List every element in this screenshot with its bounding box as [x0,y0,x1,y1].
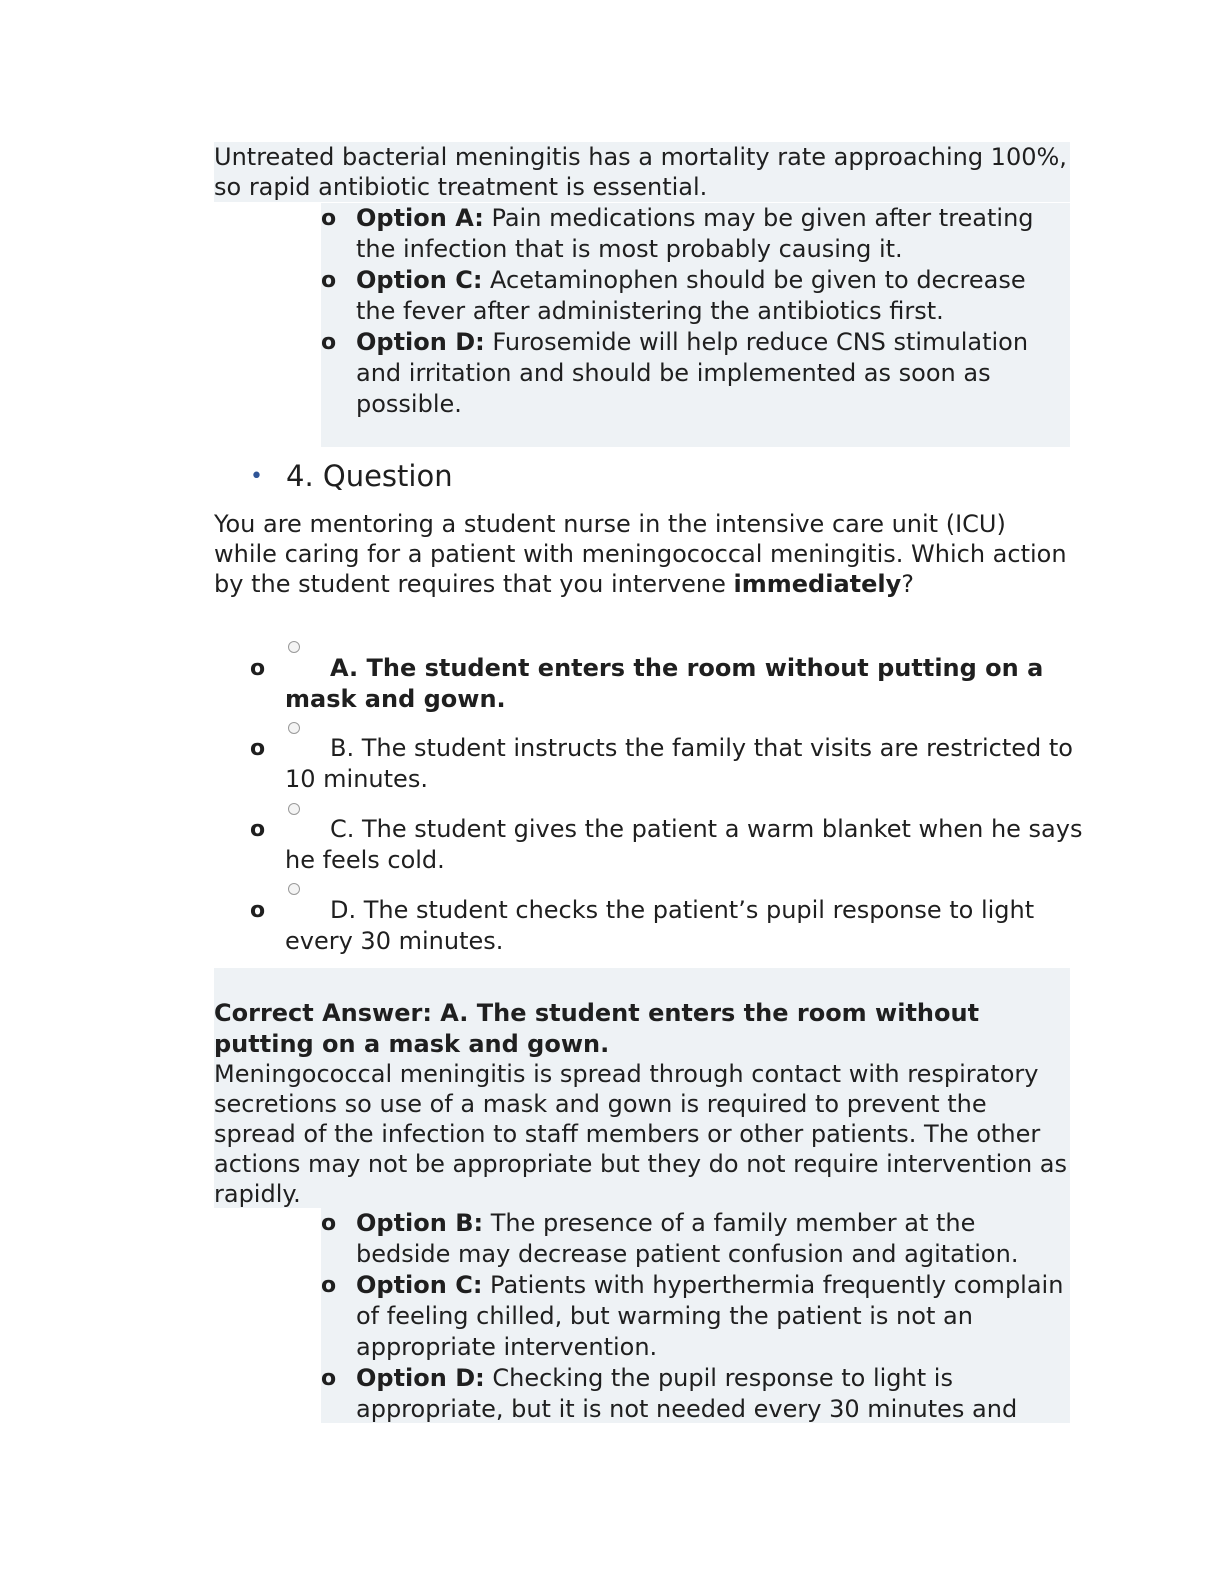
question-text-main: You are mentoring a student nurse in the intensive care unit (ICU) while caring for a patient with meningococcal meningitis. Which action by the student requires that you intervene [214,510,1067,598]
correct-answer-heading: Correct Answer: A. The student enters the room without putting on a mask and gown. [214,999,980,1058]
list-marker: o [321,206,337,231]
question-title: 4. Question [286,459,453,493]
question-emphasis: immediately [733,570,902,598]
correct-option-c [321,1270,1070,1363]
option-text: Patients with hyperthermia frequently complain of feeling chilled, but warming the patient is not an appropriate intervention. [356,1271,1064,1361]
list-marker: o [250,736,266,761]
correct-answer-explanation: Meningococcal meningitis is spread through contact with respiratory secretions so use of a mask and gown is required to prevent the spread of the infection to staff members or other patients. The other actions may not be appropriate but they do not require intervention as rapidly. [214,1060,1068,1208]
previous-options-list [321,203,1070,447]
previous-option-c [321,265,1070,327]
choice-a-text: A. The student enters the room without putting on a mask and gown. [285,654,1044,713]
option-text: Acetaminophen should be given to decrease the fever after administering the antibiotics first. [356,266,1026,325]
correct-option-d [321,1363,1070,1423]
list-marker: o [321,1211,337,1236]
previous-explanation-text: Untreated bacterial meningitis has a mortality rate approaching 100%, so rapid antibiotic treatment is essential. [214,142,1070,202]
bullet-icon: • [250,464,263,489]
correct-options-list [321,1208,1070,1423]
option-label: Option A: [356,204,484,232]
question-text-end: ? [901,570,915,598]
previous-option-a [321,203,1070,265]
choice-b-text: B. The student instructs the family that visits are restricted to 10 minutes. [285,734,1073,793]
previous-option-d [321,327,1070,420]
option-label: Option B: [356,1209,484,1237]
option-label: Option D: [356,1364,485,1392]
question-text [214,509,1074,599]
list-marker: o [250,898,266,923]
radio-button-d[interactable] [288,883,300,895]
choice-c-text: C. The student gives the patient a warm blanket when he says he feels cold. [285,815,1083,874]
list-marker: o [321,330,337,355]
option-text: Checking the pupil response to light is appropriate, but it is not needed every 30 minutes and [356,1364,1018,1423]
question-heading [250,458,453,495]
option-text: The presence of a family member at the bedside may decrease patient confusion and agitation. [356,1209,1019,1268]
option-label: Option C: [356,266,483,294]
list-marker: o [250,656,266,681]
option-text: Furosemide will help reduce CNS stimulation and irritation and should be implemented as soon as possible. [356,328,1029,418]
list-marker: o [250,817,266,842]
option-text: Pain medications may be given after treating the infection that is most probably causing it. [356,204,1034,263]
list-marker: o [321,1366,337,1391]
option-label: Option D: [356,328,485,356]
option-label: Option C: [356,1271,483,1299]
list-marker: o [321,1273,337,1298]
choice-d-text: D. The student checks the patient’s pupil response to light every 30 minutes. [285,896,1035,955]
list-marker: o [321,268,337,293]
correct-option-b [321,1208,1070,1270]
radio-button-a[interactable] [288,641,300,653]
